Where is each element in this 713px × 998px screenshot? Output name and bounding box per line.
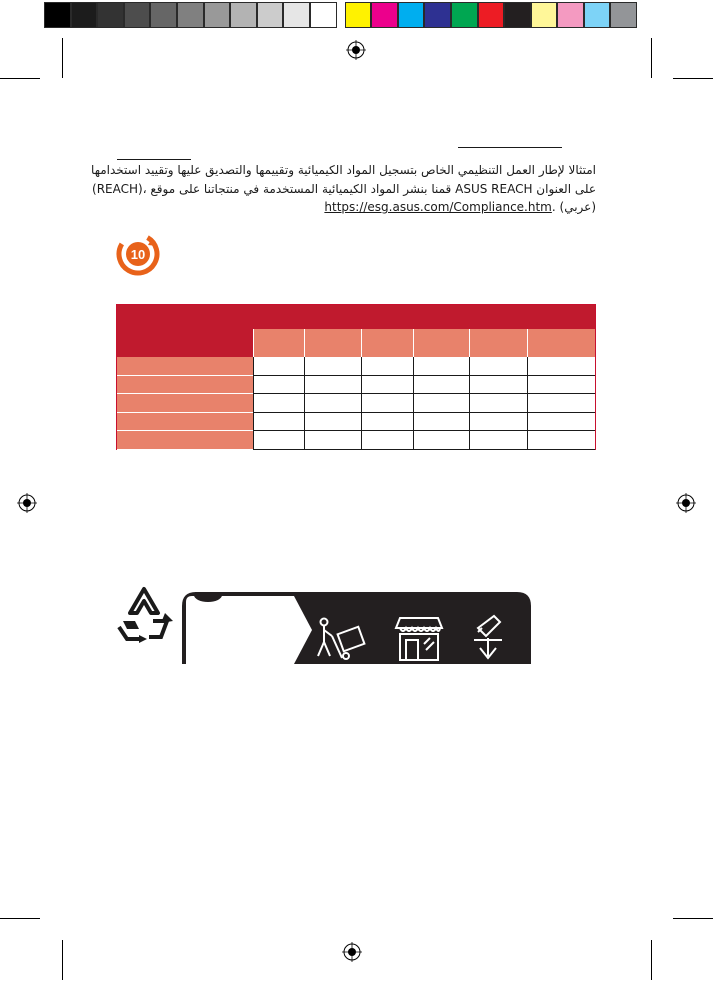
reach-line-3: [324, 198, 596, 216]
table-cell: [253, 376, 304, 395]
registration-target-icon: [346, 40, 366, 60]
table-cell: [413, 357, 469, 376]
color-swatch: [531, 2, 558, 28]
table-cell: [469, 394, 527, 413]
table-cell: [253, 413, 304, 432]
table-cell: [527, 431, 595, 450]
gray-swatch: [257, 2, 284, 28]
crop-mark: [673, 918, 713, 919]
table-cell: [469, 413, 527, 432]
reach-line-3-suffix: . (عربي): [551, 200, 596, 214]
registration-target-icon: [17, 493, 37, 513]
table-row-label: [117, 431, 253, 450]
table-cell: [304, 431, 361, 450]
efup-10-badge-icon: [116, 232, 160, 276]
registration-target-icon: [342, 942, 362, 962]
color-swatch: [424, 2, 451, 28]
recycle-arrows-icon: [113, 583, 175, 645]
crop-mark: [673, 78, 713, 79]
table-cell: [361, 413, 413, 432]
table-subheader-cell: [527, 329, 595, 357]
color-swatch: [557, 2, 584, 28]
table-row-label: [117, 394, 253, 413]
table-cell: [361, 376, 413, 395]
table-cell: [413, 394, 469, 413]
gray-swatch: [177, 2, 204, 28]
table-subheader-cell: [253, 329, 304, 357]
table-cell: [304, 376, 361, 395]
table-cell: [527, 357, 595, 376]
gray-swatch: [150, 2, 177, 28]
table-cell: [361, 357, 413, 376]
reach-compliance-link[interactable]: https://esg.asus.com/Compliance.htm: [324, 200, 552, 214]
table-cell: [413, 376, 469, 395]
crop-mark: [651, 38, 652, 78]
table-row-label: [117, 357, 253, 376]
gray-swatch: [97, 2, 124, 28]
table-cell: [253, 394, 304, 413]
color-swatch: [610, 2, 637, 28]
color-swatch: [398, 2, 425, 28]
table-cell: [253, 431, 304, 450]
efup-badge-number: 10: [130, 247, 146, 262]
recycle-collection-banner: [182, 592, 531, 664]
table-cell: [469, 376, 527, 395]
color-swatch: [504, 2, 531, 28]
crop-mark: [62, 940, 63, 980]
registration-target-icon: [676, 493, 696, 513]
swatch-gap: [337, 2, 345, 28]
gray-swatch: [44, 2, 71, 28]
crop-mark: [651, 940, 652, 980]
color-swatch: [345, 2, 372, 28]
table-cell: [413, 413, 469, 432]
table-subheader-cell: [361, 329, 413, 357]
gray-swatch: [283, 2, 310, 28]
gray-swatch: [71, 2, 98, 28]
reach-line-2: (REACH)، قمنا بنشر المواد الكيميائية المستخدمة في منتجاتنا على موقع ASUS REACH على العنوان: [92, 182, 596, 196]
table-cell: [253, 357, 304, 376]
gray-swatch: [230, 2, 257, 28]
table-cell: [304, 413, 361, 432]
table-cell: [361, 431, 413, 450]
table-cell: [304, 394, 361, 413]
table-row-label: [117, 376, 253, 395]
table-subheader-cell: [413, 329, 469, 357]
section-rule: [117, 159, 191, 160]
table-cell: [527, 376, 595, 395]
table-cell: [469, 431, 527, 450]
table-cell: [304, 357, 361, 376]
crop-mark: [0, 78, 40, 79]
table-subheader-cell: [304, 329, 361, 357]
color-swatch: [478, 2, 505, 28]
gray-swatch: [204, 2, 231, 28]
color-swatch: [371, 2, 398, 28]
table-cell: [413, 431, 469, 450]
reach-line-1: امتثالا لإطار العمل التنظيمي الخاص بتسجيل المواد الكيميائية وتقييمها والتصديق عليها وتقييد استخدامها: [91, 163, 596, 177]
table-row-label: [117, 413, 253, 432]
table-cell: [469, 357, 527, 376]
color-swatch: [451, 2, 478, 28]
table-cell: [361, 394, 413, 413]
gray-swatch: [124, 2, 151, 28]
hazardous-substances-table: [116, 304, 596, 450]
color-swatch: [584, 2, 611, 28]
table-cell: [527, 394, 595, 413]
print-color-bar: [44, 2, 637, 28]
crop-mark: [0, 918, 40, 919]
crop-mark: [62, 38, 63, 78]
table-corner-header: [117, 305, 253, 357]
section-rule: [458, 147, 562, 148]
table-subheader-cell: [469, 329, 527, 357]
table-cell: [527, 413, 595, 432]
gray-swatch: [310, 2, 337, 28]
